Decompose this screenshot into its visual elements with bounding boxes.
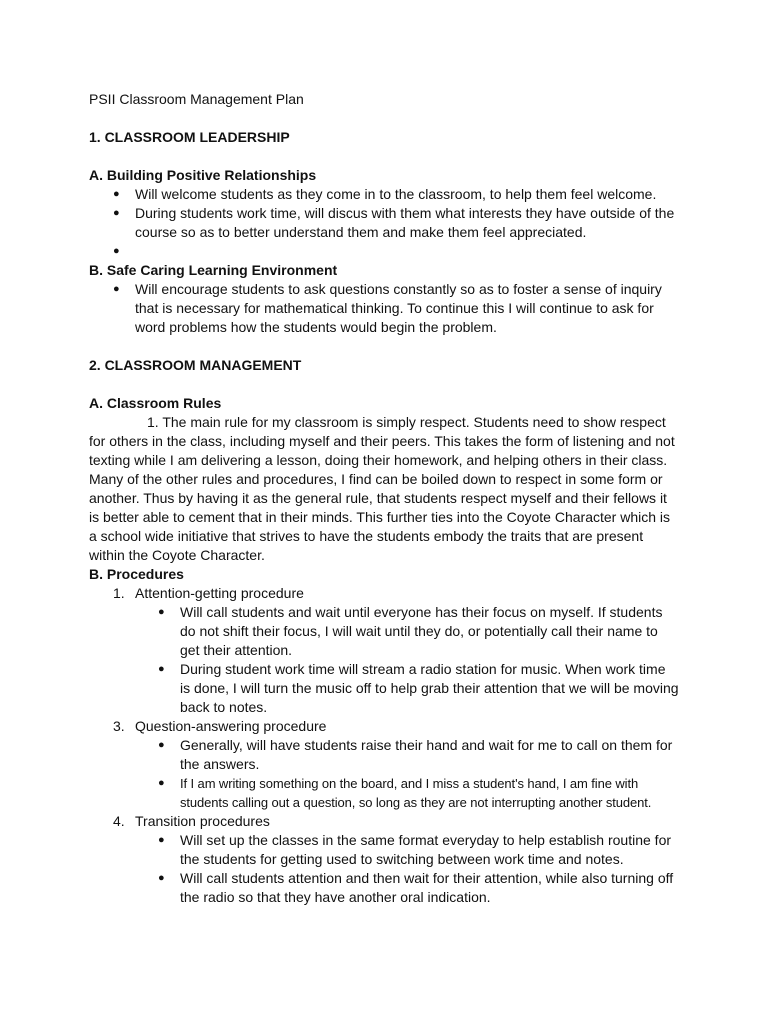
list-item-text: Generally, will have students raise their hand and wait for me to call on them for the answers. [180,737,673,772]
list-item [89,736,679,774]
procedures-list [89,584,679,907]
bullet-icon: ● [158,872,165,884]
document-page [89,90,679,907]
list-item-text: Will call students attention and then wait for their attention, while also turning off the radio so that they have another oral indication. [180,870,674,905]
procedure-bullet-list [89,831,679,907]
bullet-icon: ● [158,739,165,751]
procedure-heading [89,812,679,831]
list-item-text: If I am writing something on the board, and I miss a student's hand, I am fine with students calling out a question, so long as they are not interrupting another student. [180,776,652,810]
list-item-text: Will welcome students as they come in to the classroom, to help them feel welcome. [135,186,657,202]
list-item [89,869,679,907]
procedure-heading [89,584,679,603]
procedure-bullet-list [89,603,679,717]
list-item [89,603,679,660]
list-item [89,831,679,869]
list-item-text: Will call students and wait until everyone has their focus on myself. If students do not shift their focus, I will wait until they do, or potentially call their name to get their attention. [180,604,663,658]
bullet-icon: ● [113,207,120,219]
list-item [89,185,679,204]
bullet-icon: ● [158,663,165,675]
bullet-icon: ● [113,283,120,295]
procedure-title: Attention-getting procedure [135,585,304,601]
procedure-number: 3. [113,718,125,734]
environment-bullet-list [89,280,679,337]
bullet-icon: ● [158,777,165,789]
bullet-icon: ● [158,606,165,618]
classroom-rules-paragraph: 1. The main rule for my classroom is simply respect. Students need to show respect for others in the class, including myself and their peers. This takes the form of listening and not texting while I am delivering a lesson, doing their homework, and helping others in their class. Many of the other rules and procedures, I find can be boiled down to respect in some form or another. Thus by having it as the general rule, that students respect myself and their fellows it is better able to cement that in their minds. This further ties into the Coyote Character which is a school wide initiative that strives to have the students embody the traits that are present within the Coyote Character. [89,414,675,563]
procedure-item [89,584,679,717]
spacer [89,147,679,166]
procedure-number: 4. [113,813,125,829]
procedure-bullet-list [89,736,679,812]
subheading-procedures: B. Procedures [89,566,184,582]
spacer [89,375,679,394]
section-heading-classroom-leadership: 1. CLASSROOM LEADERSHIP [89,129,290,145]
relationships-bullet-list [89,185,679,261]
list-item-text: Will encourage students to ask questions constantly so as to foster a sense of inquiry that is necessary for mathematical thinking. To continue this I will continue to ask for word problems how the students would begin the problem. [135,281,662,335]
bullet-icon: ● [113,245,120,257]
list-item-text: During student work time will stream a radio station for music. When work time is done, I will turn the music off to help grab their attention that we will be moving back to notes. [180,661,679,715]
subheading-building-positive-relationships: A. Building Positive Relationships [89,167,317,183]
list-item [89,774,679,812]
list-item-text: During students work time, will discus with them what interests they have outside of the course so as to better understand them and make them feel appreciated. [135,205,675,240]
procedure-title: Question-answering procedure [135,718,327,734]
procedure-heading [89,717,679,736]
list-item [89,280,679,337]
subheading-safe-caring-learning-environment: B. Safe Caring Learning Environment [89,262,338,278]
procedure-title: Transition procedures [135,813,270,829]
bullet-icon: ● [158,834,165,846]
list-item [89,204,679,242]
subheading-classroom-rules: A. Classroom Rules [89,395,222,411]
list-item [89,660,679,717]
procedure-number: 1. [113,585,125,601]
document-title: PSII Classroom Management Plan [89,91,304,107]
list-item-text: Will set up the classes in the same format everyday to help establish routine for the students for getting used to switching between work time and notes. [180,832,672,867]
list-item-empty [89,242,679,261]
section-heading-classroom-management: 2. CLASSROOM MANAGEMENT [89,357,302,373]
bullet-icon: ● [113,188,120,200]
procedure-item [89,812,679,907]
procedure-item [89,717,679,812]
